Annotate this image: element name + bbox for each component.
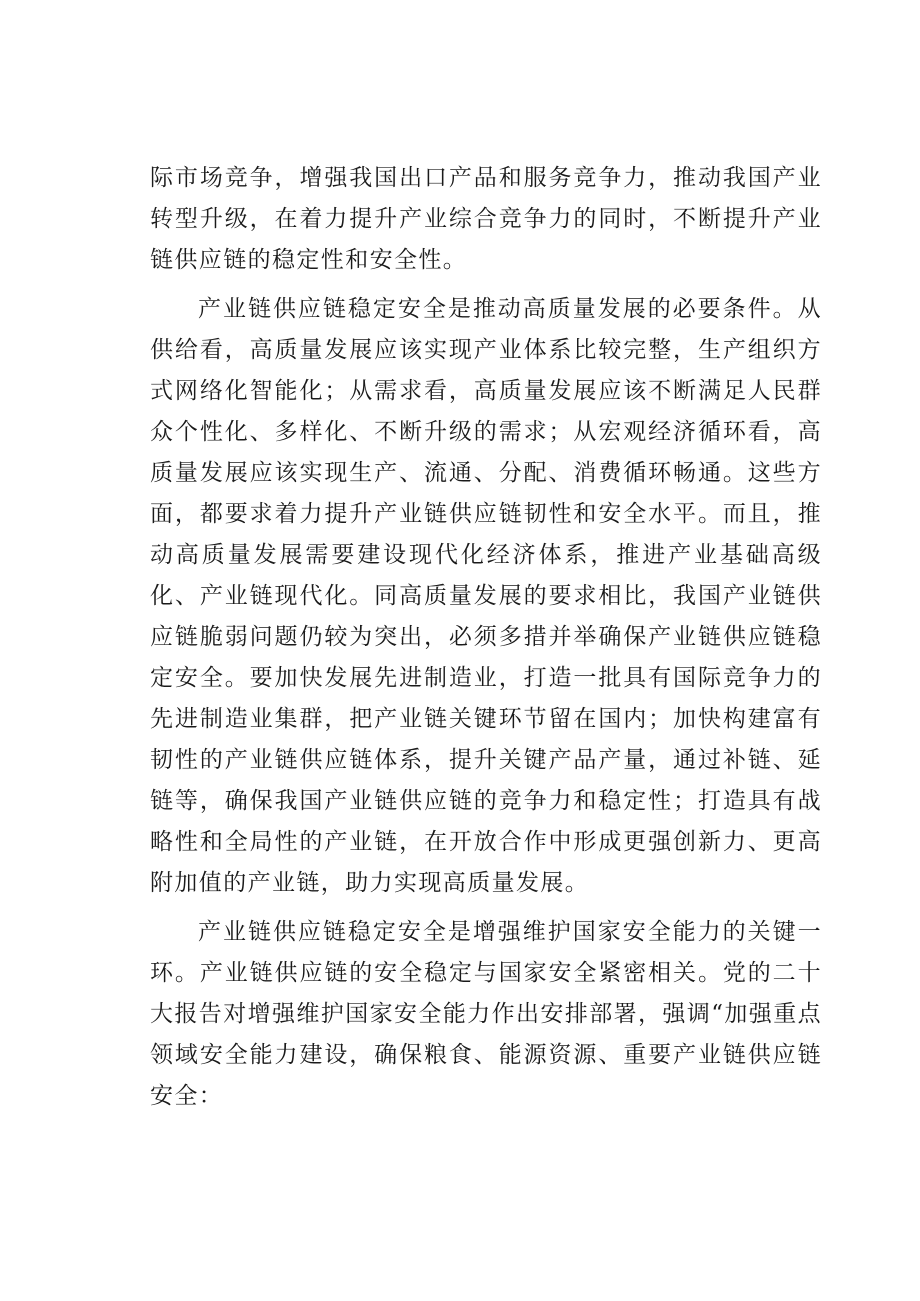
body-text [150, 158, 822, 1117]
paragraph-high-quality-development: 产业链供应链稳定安全是推动高质量发展的必要条件。从供给看，高质量发展应该实现产业体系比较完整，生产组织方式网络化智能化；从需求看，高质量发展应该不断满足人民群众个性化、多样化、不断升级的需求；从宏观经济循环看，高质量发展应该实现生产、流通、分配、消费循环畅通。这些方面，都要求着力提升产业链供应链韧性和安全水平。而且，推动高质量发展需要建设现代化经济体系，推进产业基础高级化、产业链现代化。同高质量发展的要求相比，我国产业链供应链脆弱问题仍较为突出，必须多措并举确保产业链供应链稳定安全。要加快发展先进制造业，打造一批具有国际竞争力的先进制造业集群，把产业链关键环节留在国内；加快构建富有韧性的产业链供应链体系，提升关键产品产量，通过补链、延链等，确保我国产业链供应链的竞争力和稳定性；打造具有战略性和全局性的产业链，在开放合作中形成更强创新力、更高附加值的产业链，助力实现高质量发展。 [150, 296, 822, 896]
paragraph-national-security: 产业链供应链稳定安全是增强维护国家安全能力的关键一环。产业链供应链的安全稳定与国家安全紧密相关。党的二十大报告对增强维护国家安全能力作出安排部署，强调“加强重点领域安全能力建设，确保粮食、能源资源、重要产业链供应链安全： [150, 919, 822, 1109]
paragraph-continuation: 际市场竞争，增强我国出口产品和服务竞争力，推动我国产业转型升级，在着力提升产业综合竞争力的同时，不断提升产业链供应链的稳定性和安全性。 [150, 165, 822, 273]
